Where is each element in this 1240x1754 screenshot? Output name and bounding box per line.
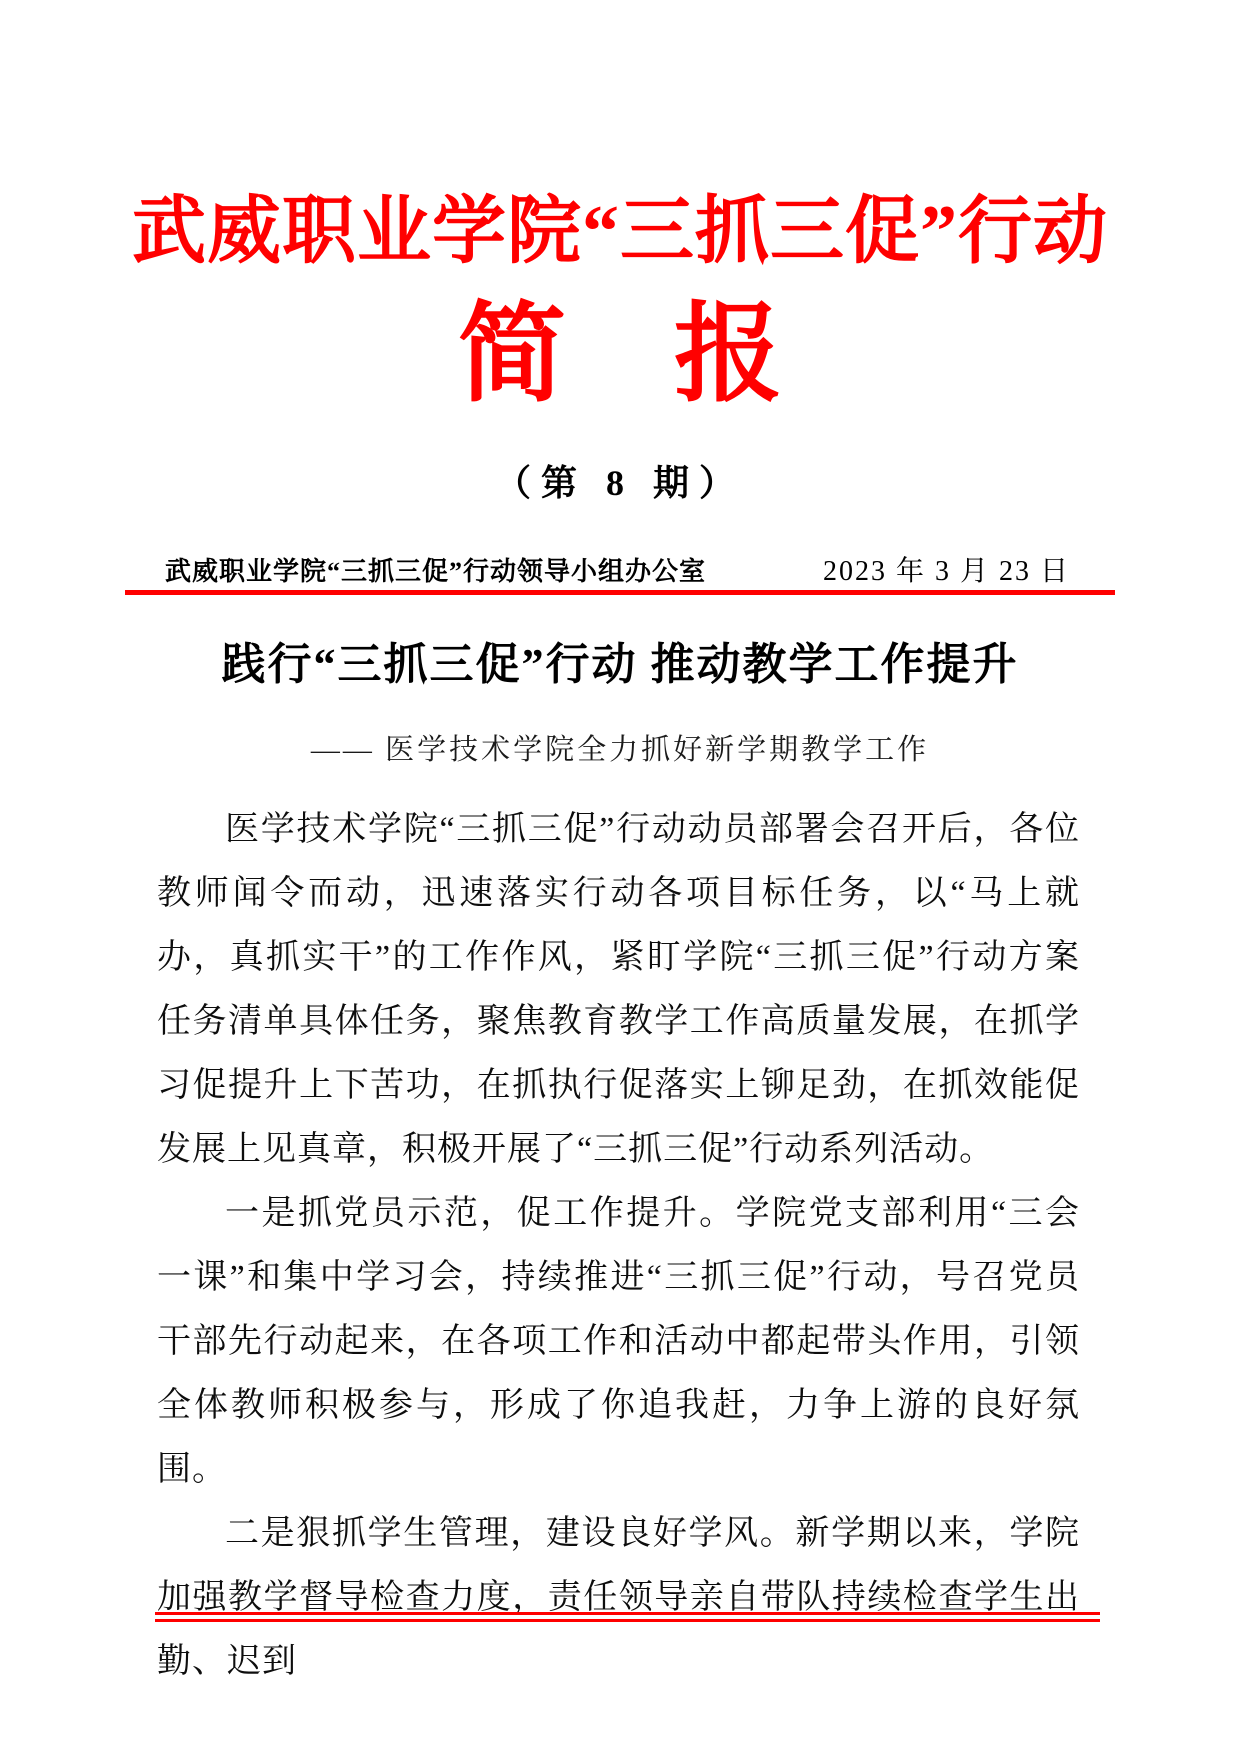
header-red-rule: [125, 590, 1115, 595]
masthead-subtitle: 简 报: [457, 296, 782, 415]
issue-number: （第 8 期）: [494, 463, 745, 503]
masthead-title: 武威职业学院“三抓三促”行动: [132, 191, 1108, 273]
footer-double-rule: [155, 1612, 1100, 1622]
header-row: [125, 556, 1115, 588]
body-paragraph-2: 一是抓党员示范，促工作提升。学院党支部利用“三会一课”和集中学习会，持续推进“三抓三促”行动，号召党员干部先行动起来，在各项工作和活动中都起带头作用，引领全体教师积极参与，形成了你追我赶，力争上游的良好氛围。: [157, 1195, 1080, 1488]
article-body: [157, 798, 1080, 1694]
masthead: [0, 0, 1240, 506]
article-subtitle: —— 医学技术学院全力抓好新学期教学工作: [310, 734, 930, 766]
body-paragraph-1: 医学技术学院“三抓三促”行动动员部署会召开后，各位教师闻令而动，迅速落实行动各项目标任务，以“马上就办，真抓实干”的工作作风，紧盯学院“三抓三促”行动方案任务清单具体任务，聚焦教育教学工作高质量发展，在抓学习促提升上下苦功，在抓执行促落实上铆足劲，在抓效能促发展上见真章，积极开展了“三抓三促”行动系列活动。: [157, 811, 1080, 1168]
article-title: 践行“三抓三促”行动 推动教学工作提升: [221, 640, 1019, 689]
body-paragraph-3: 二是狠抓学生管理，建设良好学风。新学期以来，学院加强教学督导检查力度，责任领导亲自带队持续检查学生出勤、迟到: [157, 1515, 1080, 1680]
issuing-office: 武威职业学院“三抓三促”行动领导小组办公室: [165, 557, 707, 586]
issue-date: 2023 年 3 月 23 日: [822, 556, 1070, 587]
